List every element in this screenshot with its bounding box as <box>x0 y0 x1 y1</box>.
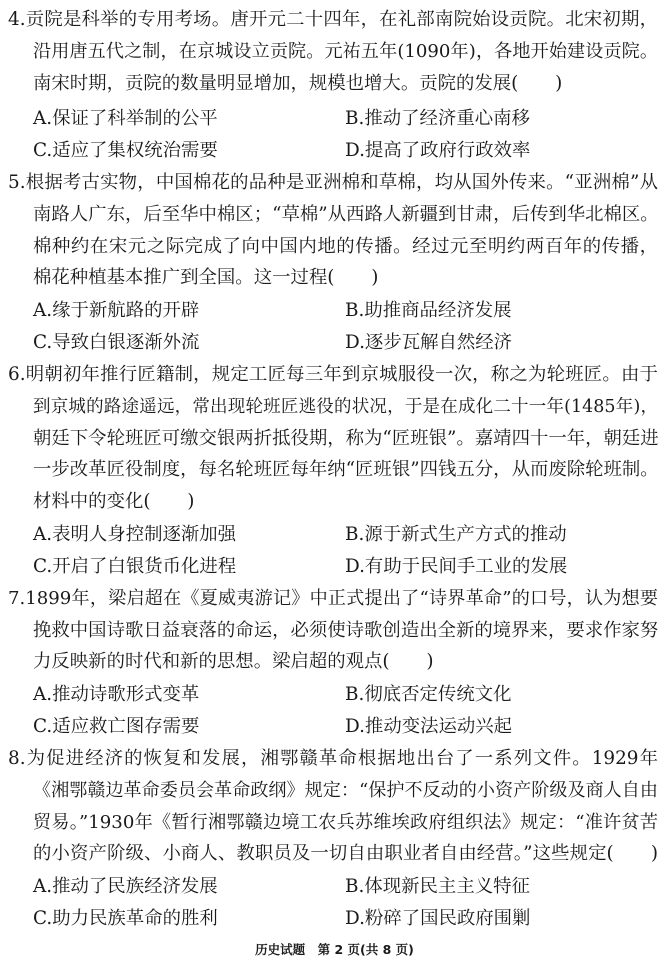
question-7-line-1: 7.1899年，梁启超在《夏威夷游记》中正式提出了“诗界革命”的口号，认为想要 <box>8 588 658 609</box>
question-5-line-4: 棉花种植基本推广到全国。这一过程( ) <box>33 267 379 288</box>
question-8-option-c: C.助力民族革命的胜利 <box>33 908 218 929</box>
question-4-option-c: C.适应了集权统治需要 <box>33 140 218 161</box>
question-8-line-1: 8.为促进经济的恢复和发展，湘鄂赣革命根据地出台了一系列文件。1929年 <box>8 748 658 769</box>
question-7-option-d: D.推动变法运动兴起 <box>345 716 513 737</box>
question-7-option-a: A.推动诗歌形式变革 <box>33 684 200 705</box>
question-4-option-d: D.提高了政府行政效率 <box>345 140 531 161</box>
question-4-line-2: 沿用唐五代之制，在京城设立贡院。元祐五年(1090年)，各地开始建设贡院。 <box>33 41 658 62</box>
question-5-option-d: D.逐步瓦解自然经济 <box>345 332 513 353</box>
question-7-line-2: 挽救中国诗歌日益衰落的命运，必须使诗歌创造出全新的境界来，要求作家努 <box>33 620 659 641</box>
question-4-option-b: B.推动了经济重心南移 <box>345 108 530 129</box>
question-8-option-b: B.体现新民主主义特征 <box>345 876 530 897</box>
question-8-option-d: D.粉碎了国民政府围剿 <box>345 908 531 929</box>
question-6-line-3: 朝廷下令轮班匠可缴交银两折抵役期，称为“匠班银”。嘉靖四十一年，朝廷进 <box>33 428 659 449</box>
question-5-line-2: 南路人广东，后至华中棉区；“草棉”从西路人新疆到甘肃，后传到华北棉区。 <box>33 204 659 225</box>
question-6-line-2: 到京城的路途遥远，常出现轮班匠逃役的状况，于是在成化二十一年(1485年)， <box>33 397 658 417</box>
question-6-line-1: 6.明朝初年推行匠籍制，规定工匠每三年到京城服役一次，称之为轮班匠。由于 <box>8 364 658 385</box>
question-6-option-c: C.开启了白银货币化进程 <box>33 556 237 577</box>
question-7-line-3: 力反映新的时代和新的思想。梁启超的观点( ) <box>33 651 434 672</box>
question-5-option-b: B.助推商品经济发展 <box>345 300 512 321</box>
question-7-option-c: C.适应救亡图存需要 <box>33 716 200 737</box>
question-6-line-5: 材料中的变化( ) <box>33 491 195 512</box>
question-5-option-a: A.缘于新航路的开辟 <box>33 300 200 321</box>
question-7-option-b: B.彻底否定传统文化 <box>345 684 512 705</box>
question-6-option-d: D.有助于民间手工业的发展 <box>345 556 568 577</box>
question-6-line-4: 一步改革匠役制度，每名轮班匠每年纳“匠班银”四钱五分，从而废除轮班制。 <box>33 459 659 480</box>
question-5-line-1: 5.根据考古实物，中国棉花的品种是亚洲棉和草棉，均从国外传来。“亚洲棉”从 <box>8 172 658 193</box>
question-8-line-3: 贸易。”1930年《暂行湘鄂赣边境工农兵苏维埃政府组织法》规定：“准许贫苦 <box>33 812 658 833</box>
page-footer: 历史试题 第 2 页(共 8 页) <box>255 942 414 957</box>
question-8-line-4: 的小资产阶级、小商人、教职员及一切自由职业者自由经营。”这些规定( ) <box>33 843 658 864</box>
question-6-option-b: B.源于新式生产方式的推动 <box>345 524 567 545</box>
question-8-option-a: A.推动了民族经济发展 <box>33 876 218 897</box>
question-8-line-2: 《湘鄂赣边革命委员会革命政纲》规定：“保护不反动的小资产阶级及商人自由 <box>33 780 658 801</box>
question-4-line-1: 4.贡院是科举的专用考场。唐开元二十四年，在礼部南院始设贡院。北宋初期， <box>8 9 658 30</box>
question-4-option-a: A.保证了科举制的公平 <box>33 108 218 129</box>
question-4-line-3: 南宋时期，贡院的数量明显增加，规模也增大。贡院的发展( ) <box>33 73 563 94</box>
question-5-line-3: 棉种约在宋元之际完成了向中国内地的传播。经过元至明约两百年的传播， <box>33 236 658 257</box>
question-5-option-c: C.导致白银逐渐外流 <box>33 332 200 353</box>
question-6-option-a: A.表明人身控制逐渐加强 <box>33 524 237 545</box>
